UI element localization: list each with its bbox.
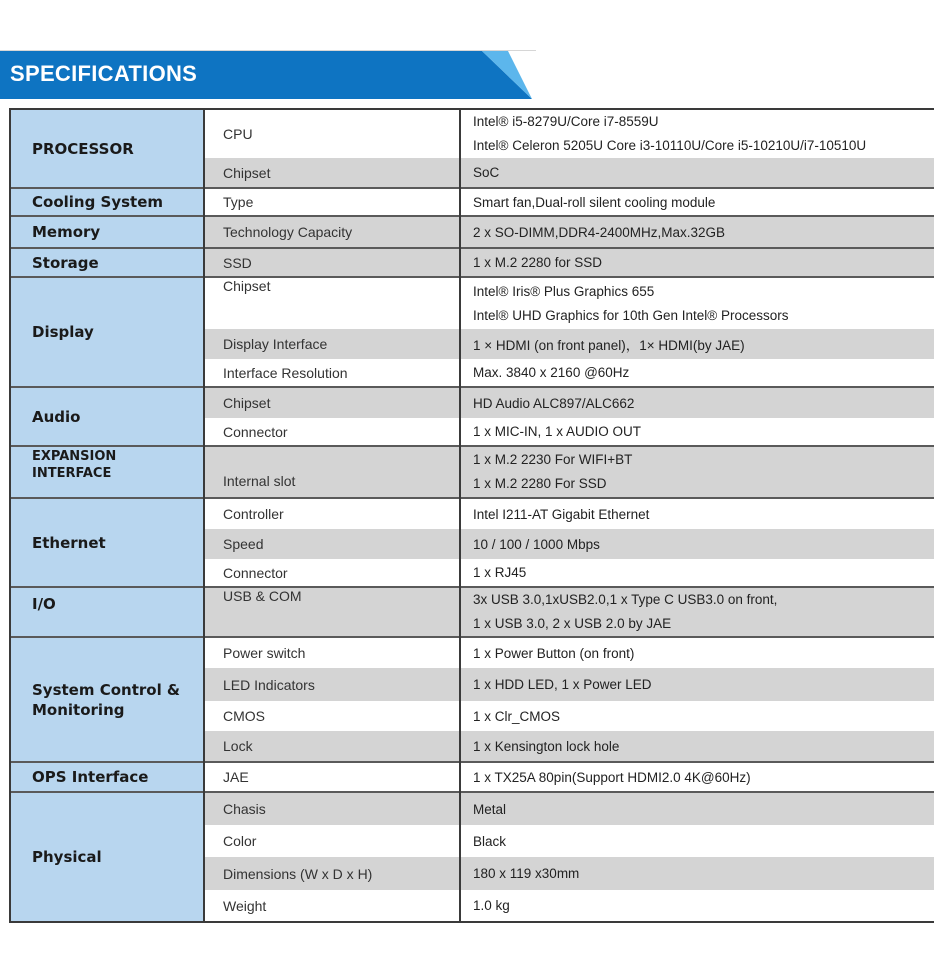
item-value: 1 x Kensington lock hole [460,731,934,762]
item-value: 1 x Clr_CMOS [473,708,561,724]
category-storage: Storage [10,248,204,277]
category-processor: PROCESSOR [10,109,204,188]
table-row [10,109,934,158]
category-physical: Physical [10,792,204,922]
category-line: EXPANSION [32,449,117,464]
table-row [10,762,934,792]
item-value [460,109,934,158]
item-value [460,587,934,637]
category-ethernet: Ethernet [10,498,204,587]
item-label: CMOS [204,701,460,731]
item-label: Dimensions (W x D x H) [204,857,460,890]
item-label: Color [204,825,460,857]
item-value: Metal [460,792,934,825]
item-label: Speed [204,529,460,559]
table-row [10,446,934,498]
item-value: 1 x MIC-IN, 1 x AUDIO OUT [473,424,642,439]
item-label: Chipset [204,158,460,188]
item-label: Power switch [204,637,460,668]
item-value [460,277,934,329]
item-value: 1 x RJ45 [473,565,527,580]
item-value: 2 x SO-DIMM,DDR4-2400MHz,Max.32GB [460,216,934,248]
specifications-banner [0,50,536,99]
item-value: Intel I211-AT Gigabit Ethernet [473,506,650,522]
table-row [10,248,934,277]
item-label: USB & COM [204,587,460,637]
category-ops-interface: OPS Interface [10,762,204,792]
category-system-control [10,637,204,762]
item-label: Connector [204,559,460,587]
category-expansion-interface [10,446,204,498]
table-row [10,387,934,418]
category-display: Display [10,277,204,387]
item-value: Max. 3840 x 2160 @60Hz [473,365,630,380]
item-value: 10 / 100 / 1000 Mbps [460,529,934,559]
value-line: Intel® Iris® Plus Graphics 655 [473,283,655,299]
category-audio: Audio [10,387,204,446]
item-value: 1 x Power Button (on front) [473,645,635,661]
category-memory: Memory [10,216,204,248]
item-label: Display Interface [204,329,460,359]
value-line: 3x USB 3.0,1xUSB2.0,1 x Type C USB3.0 on front, [473,592,778,607]
item-value: 1 x TX25A 80pin(Support HDMI2.0 4K@60Hz) [473,769,751,785]
table-row [10,277,934,329]
table-row [10,216,934,248]
table-row [10,587,934,637]
category-io: I/O [10,587,204,637]
item-label: Technology Capacity [204,216,460,248]
value-line: 1 x M.2 2280 For SSD [473,476,607,491]
category-line: System Control & [32,680,181,699]
item-label: SSD [204,248,460,277]
category-line: Monitoring [32,700,125,719]
item-value: 1 x HDD LED, 1 x Power LED [460,668,934,701]
item-value: Smart fan,Dual-roll silent cooling module [473,194,716,210]
table-row [10,792,934,825]
specifications-table [9,108,934,923]
item-label: Chasis [204,792,460,825]
item-value: 1 x M.2 2280 for SSD [460,248,934,277]
item-label: LED Indicators [204,668,460,701]
category-line: INTERFACE [32,466,112,481]
page-title: SPECIFICATIONS [10,61,198,86]
table-row [10,498,934,529]
value-line: Intel® UHD Graphics for 10th Gen Intel® Processors [473,307,789,323]
item-label: JAE [204,762,460,792]
item-label: Controller [204,498,460,529]
item-label: CPU [204,109,460,158]
item-label: Chipset [204,277,460,329]
value-line: 1 x USB 3.0, 2 x USB 2.0 by JAE [473,616,672,631]
item-value: 1.0 kg [473,898,510,913]
item-value: SoC [460,158,934,188]
item-value: 180 x 119 x30mm [460,857,934,890]
table-row [10,637,934,668]
item-label: Internal slot [204,446,460,498]
item-label: Interface Resolution [204,359,460,387]
item-label: Type [204,188,460,216]
item-value [460,446,934,498]
item-label: Weight [204,890,460,922]
item-value: 1 × HDMI (on front panel)，1× HDMI(by JAE) [460,329,934,359]
item-label: Connector [204,418,460,446]
item-label: Lock [204,731,460,762]
table-row [10,188,934,216]
value-line: 1 x M.2 2230 For WIFI+BT [473,452,633,467]
item-value: Black [473,833,507,849]
item-value: HD Audio ALC897/ALC662 [460,387,934,418]
value-line: Intel® i5-8279U/Core i7-8559U [473,114,659,129]
value-line: Intel® Celeron 5205U Core i3-10110U/Core i5-10210U/i7-10510U [473,138,867,153]
item-label: Chipset [204,387,460,418]
category-cooling-system: Cooling System [10,188,204,216]
